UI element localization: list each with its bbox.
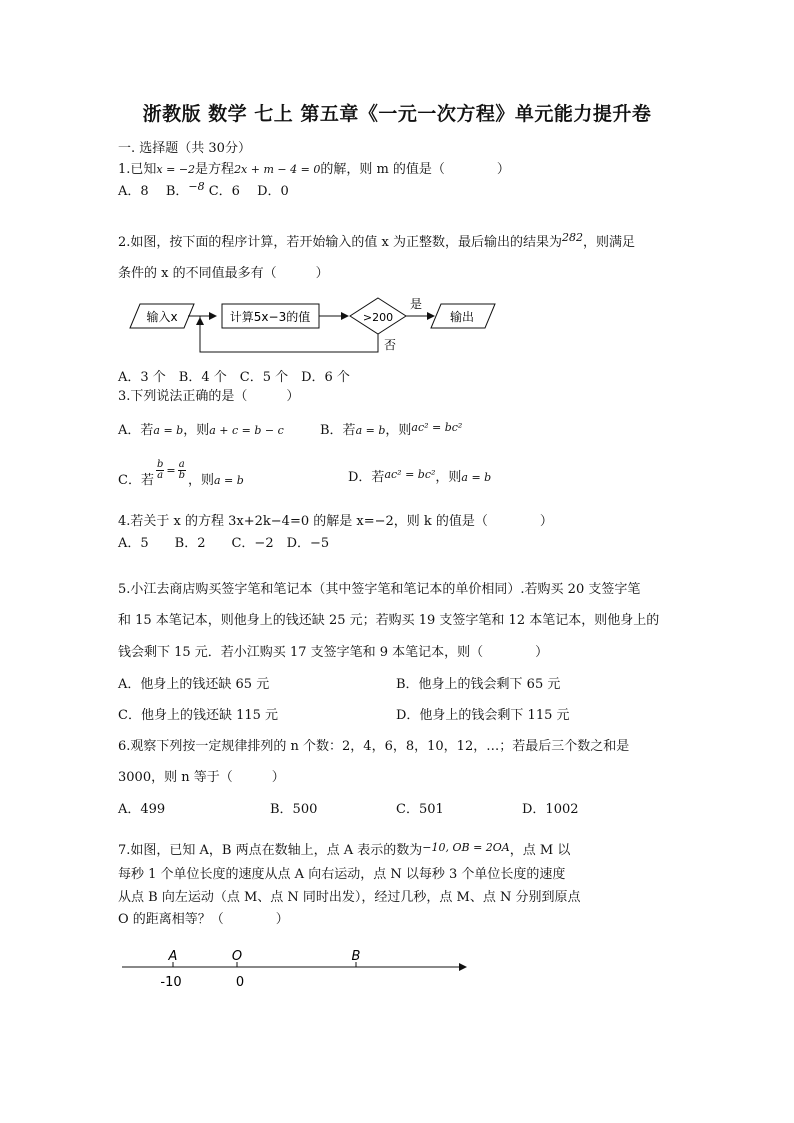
question-7-line-1 [118, 843, 570, 859]
q6-option-b: B．500 [270, 802, 318, 817]
q5-option-d: D．他身上的钱会剩下 115 元 [396, 708, 570, 723]
q5-option-a: A．他身上的钱还缺 65 元 [118, 677, 270, 692]
q3-a-mid: ，则 [183, 423, 210, 438]
point-a-label: A [168, 949, 178, 964]
q6-option-a: A．499 [118, 802, 166, 817]
question-4-stem: 4.若关于 x 的方程 3x+2k−4=0 的解是 x=−2，则 k 的值是（ ） [118, 514, 553, 529]
q3-c-den2: b [178, 470, 185, 481]
q3-a-result: a + c = b − c [209, 424, 284, 437]
q2-line1-text: 2.如图，按下面的程序计算，若开始输入的值 x 为正整数，最后输出的结果为 [118, 235, 562, 250]
q3-b-mid: ，则 [385, 423, 412, 438]
q1-suffix: 的解，则 m 的值是（ ） [320, 162, 510, 177]
q5-option-c: C．他身上的钱还缺 115 元 [118, 708, 279, 723]
q1-option-c: C．6 [208, 184, 240, 199]
q7-line1-pre: 7.如图，已知 A，B 两点在数轴上，点 A 表示的数为 [118, 843, 423, 858]
flow-yes-label: 是 [410, 297, 423, 311]
q1-equation: 2x + m − 4 = 0 [234, 163, 321, 176]
q3-b-result: ac² = bc² [411, 421, 463, 434]
q3-c-label: C．若 [118, 473, 154, 488]
q3-c-num1: b [156, 459, 164, 470]
q3-d-label: D．若 [348, 470, 385, 485]
question-2-line-1 [118, 231, 636, 251]
point-b-label: B [351, 949, 361, 964]
q1-mid: 是方程 [195, 162, 235, 177]
q2-line1-end: ，则满足 [583, 235, 636, 250]
q3-c-mid: ，则 [187, 473, 214, 488]
q3-c-fraction-1 [156, 460, 164, 481]
flow-input-label: 输入x [146, 310, 178, 324]
q1-option-d: D．0 [257, 184, 289, 199]
question-5-line-2: 和 15 本笔记本，则他身上的钱还缺 25 元；若购买 19 支签字笔和 12 本笔记本，则他身上的 [118, 613, 660, 628]
section-heading: 一. 选择题（共 30分） [118, 141, 251, 156]
question-3-stem: 3.下列说法正确的是（ ） [118, 389, 300, 404]
q3-option-b [320, 423, 462, 439]
flow-no-label: 否 [384, 338, 397, 352]
point-o-label: O [231, 949, 243, 964]
q7-line1-math: −10, OB = 2OA [422, 841, 510, 854]
question-5-line-3: 钱会剩下 15 元．若小江购买 17 支签字笔和 9 本笔记本，则（ ） [118, 645, 549, 660]
question-6-line-1: 6.观察下列按一定规律排列的 n 个数：2，4，6，8，10，12，…；若最后三个数之和是 [118, 739, 630, 754]
q3-b-cond: a = b [355, 424, 386, 437]
question-1-options [118, 180, 289, 200]
q3-c-equals: = [166, 464, 176, 477]
page-title: 浙教版 数学 七上 第五章《一元一次方程》单元能力提升卷 [142, 103, 652, 125]
q3-a-cond: a = b [153, 424, 184, 437]
q5-option-b: B．他身上的钱会剩下 65 元 [396, 677, 561, 692]
q2-flowchart [118, 292, 508, 358]
q7-number-line [116, 946, 476, 992]
q3-option-d [348, 470, 491, 486]
question-6-line-2: 3000，则 n 等于（ ） [118, 770, 285, 785]
question-2-line-2: 条件的 x 的不同值最多有（ ） [118, 266, 329, 281]
tick-label-o: 0 [235, 975, 245, 990]
q1-prefix: 1.已知 [118, 162, 157, 177]
q3-d-cond: ac² = bc² [384, 468, 436, 481]
question-7-line-3: 从点 B 向左运动（点 M、点 N 同时出发），经过几秒，点 M、点 N 分别到原点 [118, 890, 581, 905]
q3-option-a [118, 423, 284, 439]
question-5-line-1: 5.小江去商店购买签字笔和笔记本（其中签字笔和笔记本的单价相同）.若购买 20 支签字笔 [118, 582, 641, 597]
q6-option-c: C．501 [396, 802, 444, 817]
q3-d-mid: ，则 [435, 470, 462, 485]
q3-b-label: B．若 [320, 423, 356, 438]
q3-option-c [118, 459, 244, 491]
q1-option-a: A．8 [118, 184, 149, 199]
q1-option-b-label: B． [165, 184, 189, 199]
question-1-stem [118, 162, 510, 178]
question-7-line-2: 每秒 1 个单位长度的速度从点 A 向右运动，点 N 以每秒 3 个单位长度的速度 [118, 867, 566, 882]
flow-compute-label: 计算5x−3的值 [229, 310, 311, 324]
question-7-line-4: O 的距离相等？（ ） [118, 912, 289, 927]
flow-decision-label: >200 [362, 311, 394, 324]
q1-condition: x = −2 [156, 163, 196, 176]
q3-d-result: a = b [461, 471, 492, 484]
q3-c-den1: a [157, 470, 164, 481]
q2-result-value: 282 [562, 231, 583, 244]
q3-c-result: a = b [214, 474, 244, 487]
question-2-options: A．3 个 B．4 个 C．5 个 D．6 个 [118, 370, 350, 385]
q6-option-d: D．1002 [522, 802, 579, 817]
tick-label-a: -10 [160, 975, 182, 990]
q3-c-num2: a [178, 459, 185, 470]
q7-line1-post: ，点 M 以 [509, 843, 571, 858]
flow-output-label: 输出 [449, 310, 475, 324]
q3-c-fraction-2 [178, 460, 186, 481]
q1-option-b-value: −8 [188, 180, 205, 193]
q3-a-label: A．若 [118, 423, 154, 438]
question-4-options: A．5 B．2 C．−2 D．−5 [118, 536, 330, 551]
